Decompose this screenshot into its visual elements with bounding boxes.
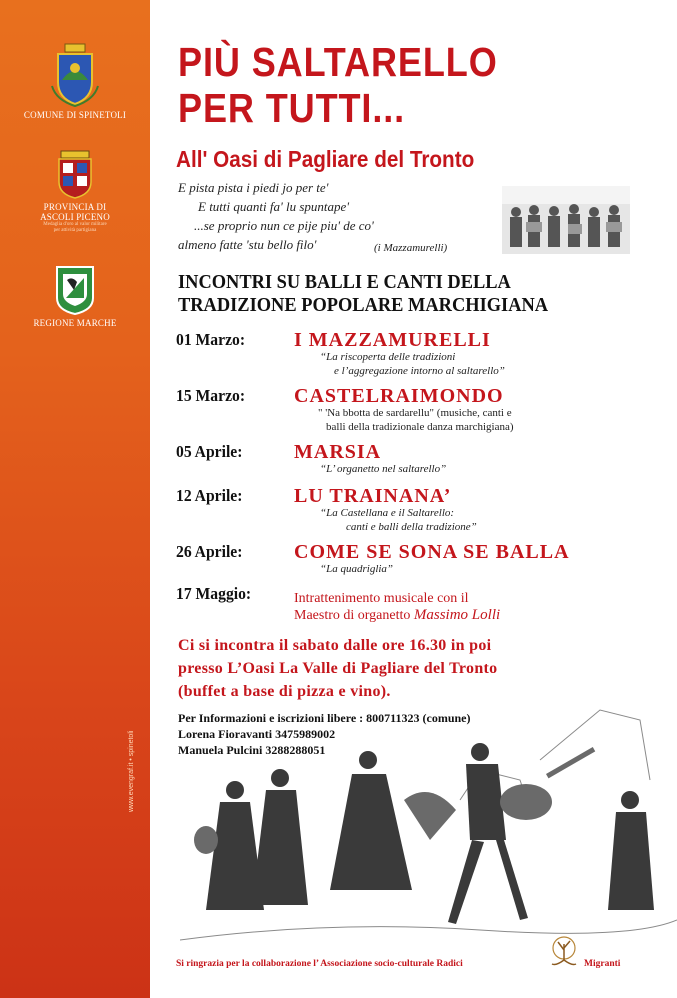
schedule-desc: e l’aggregazione intorno al saltarello” bbox=[334, 365, 505, 377]
poster-main bbox=[150, 0, 677, 998]
provincia-shield-icon bbox=[55, 150, 95, 200]
dancers-illustration bbox=[180, 690, 677, 952]
schedule-group: I MAZZAMURELLI bbox=[294, 329, 491, 351]
provincia-crest bbox=[0, 150, 150, 234]
schedule-date: 01 Marzo: bbox=[176, 330, 246, 349]
sidebar bbox=[0, 0, 150, 998]
radici-tree-icon bbox=[546, 934, 582, 970]
poem-line-4: almeno fatte 'stu bello filo' bbox=[178, 237, 317, 252]
contact-line-3: Manuela Pulcini 3288288051 bbox=[178, 743, 326, 757]
footer-thanks: Si ringrazia per la collaborazione l’ Associazione socio-culturale Radici bbox=[176, 959, 463, 969]
meeting-line-3: (buffet a base di pizza e vino). bbox=[178, 683, 391, 700]
schedule-group: MARSIA bbox=[294, 441, 382, 463]
schedule-desc: “La Castellana e il Saltarello: bbox=[320, 507, 455, 519]
meeting-line-2: presso L’Oasi La Valle di Pagliare del Tronto bbox=[178, 660, 498, 677]
provincia-label-2: ASCOLI PICENO bbox=[40, 212, 110, 222]
comune-crest bbox=[0, 42, 150, 120]
schedule-desc: balli della tradizionale danza marchigiana) bbox=[326, 421, 514, 433]
comune-shield-icon bbox=[48, 42, 102, 108]
schedule-group: CASTELRAIMONDO bbox=[294, 385, 504, 407]
schedule-desc: “La riscoperta delle tradizioni bbox=[320, 351, 456, 363]
poem-line-2: E tutti quanti fa' lu spuntape' bbox=[198, 199, 350, 214]
maestro-prefix: Maestro di organetto bbox=[294, 608, 411, 623]
schedule-desc: " 'Na bbotta de sardarellu" (musiche, canti e bbox=[318, 407, 512, 419]
poem-line-1: E pista pista i piedi jo per te' bbox=[178, 180, 329, 195]
schedule-date: 26 Aprile: bbox=[176, 542, 243, 561]
poem-attribution: (i Mazzamurelli) bbox=[374, 242, 448, 254]
schedule-desc: “L’ organetto nel saltarello” bbox=[320, 463, 447, 475]
regione-logo-icon bbox=[54, 264, 96, 316]
musicians-photo bbox=[502, 186, 630, 254]
heading-line-1: INCONTRI SU BALLI E CANTI DELLA bbox=[178, 271, 511, 293]
title-line-2: PER TUTTI... bbox=[178, 85, 406, 131]
schedule-event-line-2 bbox=[294, 607, 500, 624]
footer-migranti: Migranti bbox=[584, 959, 621, 969]
schedule-desc: canti e balli della tradizione” bbox=[346, 521, 477, 533]
regione-label: REGIONE MARCHE bbox=[33, 318, 117, 328]
schedule-group: COME SE SONA SE BALLA bbox=[294, 541, 570, 563]
contact-line-1: Per Informazioni e iscrizioni libere : 800711323 (comune) bbox=[178, 711, 471, 725]
provincia-subtitle: Medaglia d'oro al valor militare per attività partigiana bbox=[43, 222, 107, 233]
schedule-event-line-1: Intrattenimento musicale con il bbox=[294, 591, 469, 606]
schedule-desc: “La quadriglia” bbox=[320, 563, 394, 575]
meeting-line-1: Ci si incontra il sabato dalle ore 16.30 in poi bbox=[178, 637, 492, 654]
vertical-credit: www.evengraf.it • spinetoli bbox=[128, 730, 135, 812]
schedule-date: 15 Marzo: bbox=[176, 386, 246, 405]
provincia-label: PROVINCIA DI bbox=[43, 202, 107, 212]
subtitle: All' Oasi di Pagliare del Tronto bbox=[176, 146, 475, 172]
title-line-1: PIÙ SALTARELLO bbox=[178, 39, 498, 85]
poem-line-3: ...se proprio nun ce pije piu' de co' bbox=[194, 218, 374, 233]
contact-line-2: Lorena Fioravanti 3475989002 bbox=[178, 727, 336, 741]
heading-line-2: TRADIZIONE POPOLARE MARCHIGIANA bbox=[178, 294, 549, 316]
maestro-name: Massimo Lolli bbox=[413, 607, 501, 623]
schedule-date: 12 Aprile: bbox=[176, 486, 243, 505]
schedule-date: 05 Aprile: bbox=[176, 442, 243, 461]
schedule-group: LU TRAINANA’ bbox=[294, 485, 452, 507]
schedule-date: 17 Maggio: bbox=[176, 584, 252, 603]
regione-crest bbox=[0, 264, 150, 328]
comune-label: COMUNE DI SPINETOLI bbox=[23, 110, 127, 120]
